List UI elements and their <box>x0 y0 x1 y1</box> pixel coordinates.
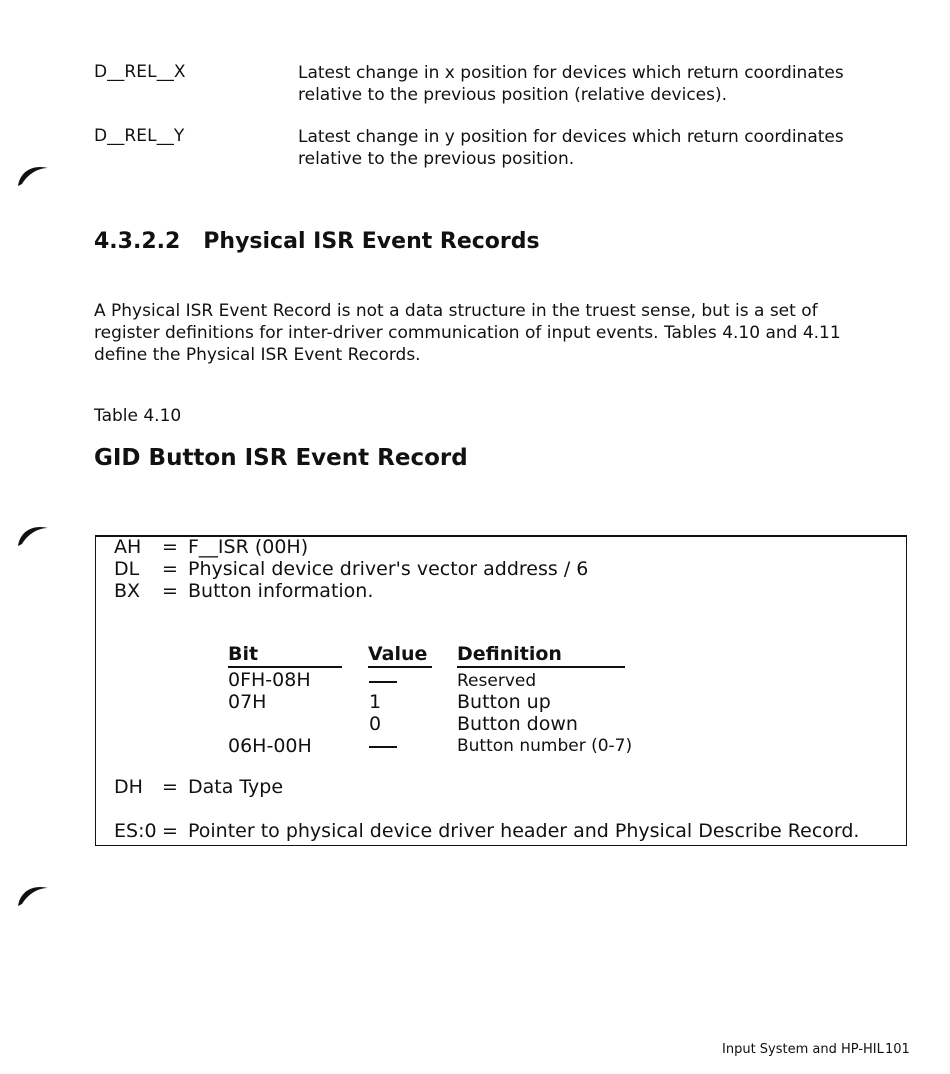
definition-term-d-rel-x: D__REL__X <box>94 62 186 82</box>
value-dash <box>369 681 397 683</box>
register-value: Pointer to physical device driver header and Physical Describe Record. <box>188 820 860 842</box>
bit-table-header-bit: Bit <box>228 643 259 665</box>
register-value: Button information. <box>188 580 374 602</box>
crescent-mark-icon <box>16 522 50 548</box>
body-paragraph: A Physical ISR Event Record is not a data structure in the truest sense, but is a set of register definitions for inter-driver communication of input events. Tables 4.10 and 4.11 define the Physical ISR Event Records. <box>94 301 841 365</box>
register-name: AH <box>114 536 142 558</box>
register-row-bx <box>114 580 373 602</box>
definition-cell: Button number (0-7) <box>457 736 633 756</box>
bit-cell: 07H <box>228 691 267 713</box>
section-heading <box>94 229 540 254</box>
page-number: 101 <box>885 1042 910 1057</box>
register-value: Physical device driver's vector address / 6 <box>188 558 589 580</box>
definition-desc-d-rel-x: Latest change in x position for devices which return coordinates relative to the previous position (relative devices). <box>298 63 844 105</box>
table-title: GID Button ISR Event Record <box>94 445 468 471</box>
bit-table-header-value: Value <box>368 643 428 665</box>
register-row-dh <box>114 776 283 798</box>
definition-cell: Reserved <box>457 671 537 691</box>
bit-header-underline <box>228 666 342 668</box>
bit-cell: 06H-00H <box>228 735 312 757</box>
register-equals: = <box>162 558 178 580</box>
crescent-mark-icon <box>16 162 50 188</box>
definition-cell: Button up <box>457 691 551 713</box>
register-row-es <box>114 820 859 842</box>
register-name: DL <box>114 558 140 580</box>
section-title: Physical ISR Event Records <box>203 229 540 254</box>
definition-term-d-rel-y: D__REL__Y <box>94 126 185 146</box>
section-number: 4.3.2.2 <box>94 229 181 254</box>
register-value: Data Type <box>188 776 284 798</box>
register-row-dl <box>114 558 588 580</box>
value-cell: 1 <box>369 691 382 713</box>
bit-table-header-definition: Definition <box>457 643 562 665</box>
register-equals: = <box>162 536 178 558</box>
value-header-underline <box>368 666 432 668</box>
bit-cell: 0FH-08H <box>228 669 311 691</box>
register-name: BX <box>114 580 141 602</box>
register-row-ah <box>114 536 308 558</box>
register-equals: = <box>162 580 178 602</box>
register-equals: = <box>162 820 178 842</box>
definition-header-underline <box>457 666 625 668</box>
register-value: F__ISR (00H) <box>188 536 309 558</box>
register-name: DH <box>114 776 143 798</box>
value-cell: 0 <box>369 713 382 735</box>
register-equals: = <box>162 776 178 798</box>
definition-cell: Button down <box>457 713 578 735</box>
definition-desc-d-rel-y: Latest change in y position for devices which return coordinates relative to the previous position. <box>298 127 844 169</box>
table-label: Table 4.10 <box>94 406 182 426</box>
page-footer-text: Input System and HP-HIL <box>722 1042 884 1057</box>
register-name: ES:0 <box>114 820 157 842</box>
value-dash <box>369 746 397 748</box>
crescent-mark-icon <box>16 882 50 908</box>
